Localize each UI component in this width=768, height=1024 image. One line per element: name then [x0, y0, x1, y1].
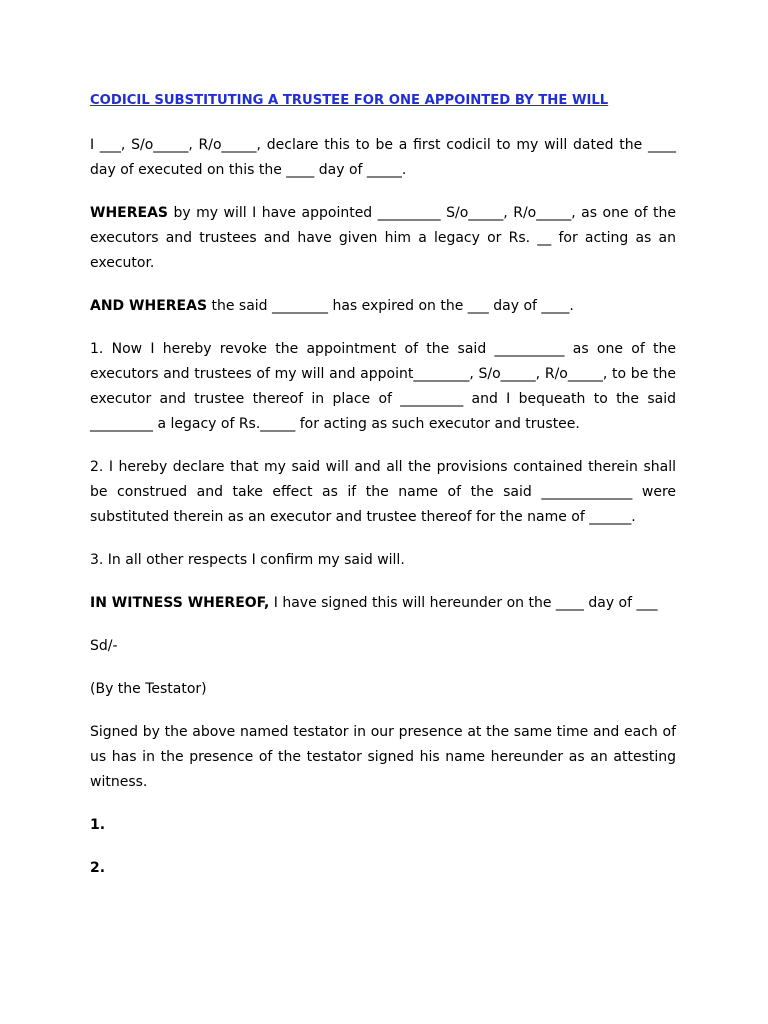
witness-number-1: 1.: [90, 817, 106, 833]
witness-number-2: 2.: [90, 860, 106, 876]
intro-paragraph: I ___, S/o_____, R/o_____, declare this to be a first codicil to my will dated the ____ day of executed on this the ____ day of _____.: [90, 137, 676, 178]
clause-3-paragraph: 3. In all other respects I confirm my said will.: [90, 552, 405, 568]
whereas-paragraph: [90, 201, 676, 276]
and-whereas-paragraph: [90, 294, 676, 319]
whereas-text: by my will I have appointed _________ S/o_____, R/o_____, as one of the executors and trustees and have given him a legacy or Rs. __ for acting as an executor.: [90, 205, 676, 271]
by-testator-label: (By the Testator): [90, 681, 207, 697]
and-whereas-text: the said ________ has expired on the ___ day of ____.: [207, 298, 574, 314]
clause-1-paragraph: 1. Now I hereby revoke the appointment of the said __________ as one of the executors and trustees of my will and appoint________, S/o_____, R/o_____, to be the executor and trustee thereof in place of _________ and I bequeath to the said _________ a legacy of Rs._____ for acting as such executor and trustee.: [90, 341, 676, 432]
document-title-link[interactable]: CODICIL SUBSTITUTING A TRUSTEE FOR ONE APPOINTED BY THE WILL: [90, 93, 609, 108]
witness-lead: IN WITNESS WHEREOF,: [90, 595, 270, 611]
clause-2-paragraph: 2. I hereby declare that my said will and all the provisions contained therein shall be construed and take effect as if the name of the said _____________ were substituted therein as an executor and trustee thereof for the name of ______.: [90, 459, 676, 525]
witness-text: I have signed this will hereunder on the ____ day of ___: [269, 595, 658, 611]
document-page: [90, 88, 676, 899]
attestation-paragraph: Signed by the above named testator in our presence at the same time and each of us has in the presence of the testator signed his name hereunder as an attesting witness.: [90, 724, 676, 790]
witness-paragraph: [90, 591, 676, 616]
signature-sd: Sd/-: [90, 638, 118, 654]
whereas-lead: WHEREAS: [90, 205, 168, 221]
and-whereas-lead: AND WHEREAS: [90, 298, 208, 314]
